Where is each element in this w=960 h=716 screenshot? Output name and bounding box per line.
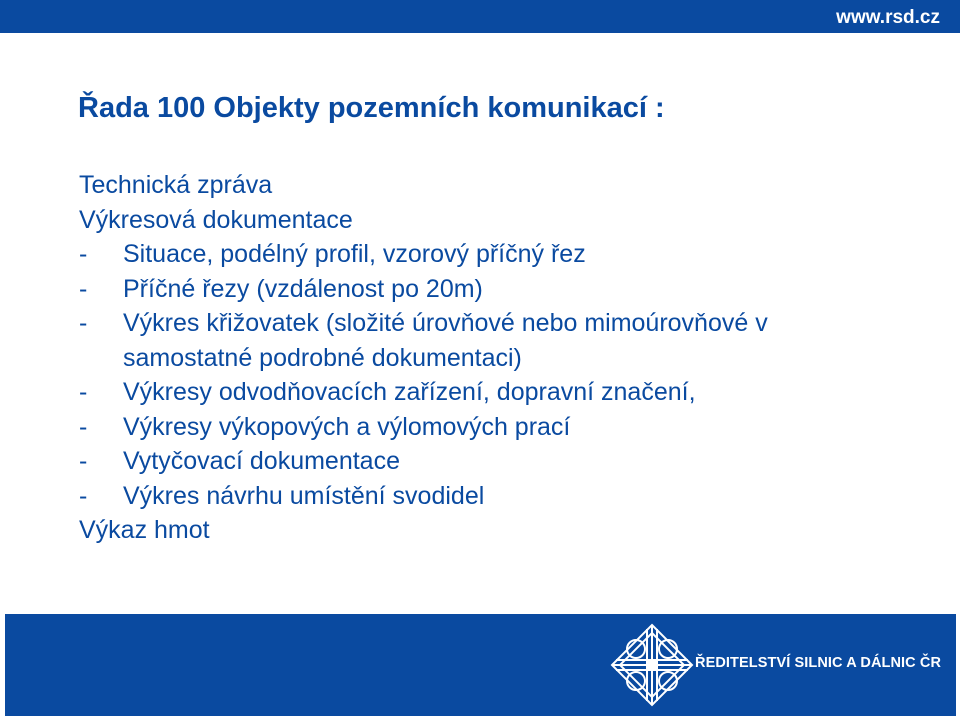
list-item-text: Situace, podélný profil, vzorový příčný řez [123, 240, 586, 268]
list-item [79, 237, 939, 272]
list-item: Výkresová dokumentace [79, 205, 353, 234]
list-item [79, 272, 939, 307]
organization-name: ŘEDITELSTVÍ SILNIC A DÁLNIC ČR [695, 655, 942, 671]
dash-bullet: - [79, 309, 88, 337]
list-item-text: Vytyčovací dokumentace [123, 447, 400, 475]
list-item [79, 444, 939, 479]
list-item-continuation: samostatné podrobné dokumentaci) [123, 343, 522, 372]
list-item [79, 410, 939, 445]
dash-bullet: - [79, 447, 88, 475]
dash-bullet: - [79, 240, 88, 268]
list-item-text: Výkres návrhu umístění svodidel [123, 481, 485, 510]
dash-bullet: - [79, 481, 88, 510]
site-url[interactable]: www.rsd.cz [836, 7, 940, 28]
list-item-text: Výkres křižovatek (složité úrovňové nebo mimoúrovňové v [123, 309, 768, 337]
dash-bullet: - [79, 378, 88, 406]
slide-content [79, 168, 939, 548]
dash-bullet: - [79, 412, 88, 441]
list-item: Technická zpráva [79, 171, 273, 199]
list-item-text: Výkresy výkopových a výlomových prací [123, 412, 571, 441]
list-item [79, 479, 939, 514]
footer-bar [5, 614, 956, 716]
list-item [79, 375, 939, 410]
dash-bullet: - [79, 274, 88, 303]
list-item [79, 306, 939, 341]
slide-title: Řada 100 Objekty pozemních komunikací : [78, 92, 665, 124]
list-item: Výkaz hmot [79, 516, 210, 544]
top-bar [0, 0, 960, 33]
highway-interchange-icon [608, 621, 696, 709]
list-item-text: Výkresy odvodňovacích zařízení, dopravní značení, [123, 378, 696, 406]
list-item-text: Příčné řezy (vzdálenost po 20m) [123, 274, 483, 303]
